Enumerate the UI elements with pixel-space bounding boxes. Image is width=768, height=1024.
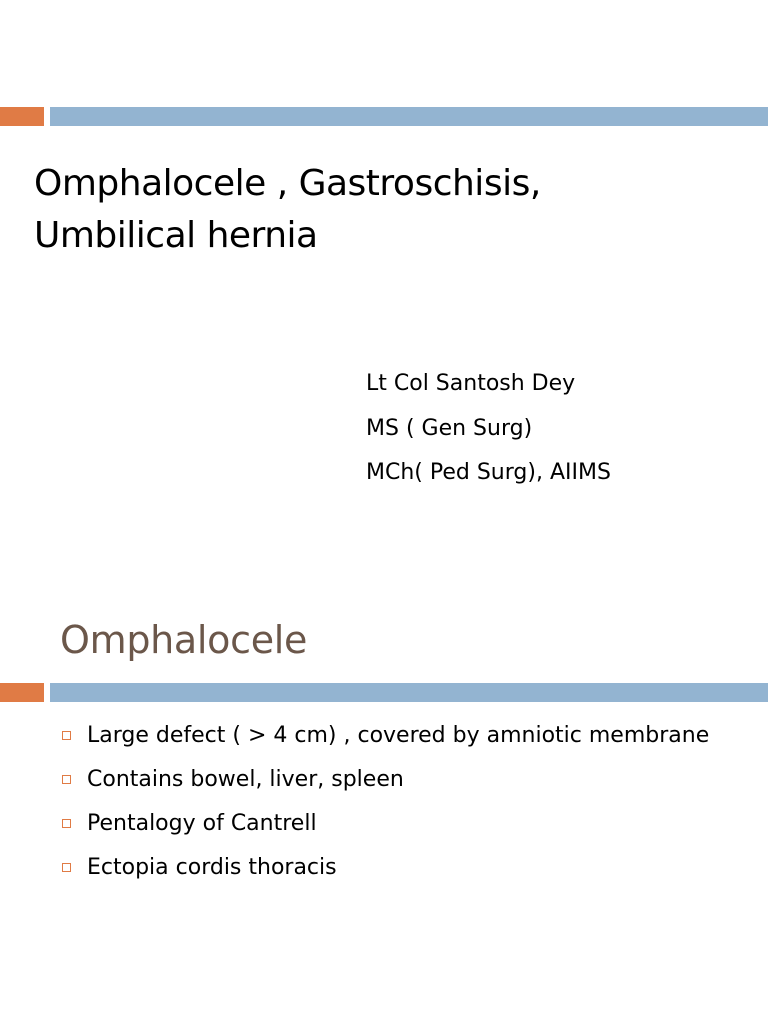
slide-title: Omphalocele [60, 618, 308, 662]
bullet-text: Pentalogy of Cantrell [87, 811, 317, 836]
list-item [62, 850, 742, 886]
slide-title-line: Umbilical hernia [34, 215, 318, 256]
accent-bar-blue [50, 683, 768, 702]
presenter-degree: MCh( Ped Surg), AIIMS [366, 460, 611, 485]
bullet-text: Ectopia cordis thoracis [87, 855, 337, 880]
presenter-name: Lt Col Santosh Dey [366, 371, 576, 396]
square-bullet-icon [62, 819, 71, 828]
slide-2 [0, 512, 768, 1024]
bullet-text: Large defect ( > 4 cm) , covered by amniotic membrane [87, 723, 710, 748]
presenter-degree: MS ( Gen Surg) [366, 415, 533, 441]
square-bullet-icon [62, 731, 71, 740]
accent-bar-orange [0, 107, 44, 126]
list-item [62, 806, 742, 842]
accent-bar-blue [50, 107, 768, 126]
list-item [62, 718, 742, 754]
bullet-list [62, 718, 742, 894]
accent-bar-orange [0, 683, 44, 702]
square-bullet-icon [62, 775, 71, 784]
presenter-info [366, 362, 611, 496]
slide-title [34, 158, 734, 262]
square-bullet-icon [62, 863, 71, 872]
bullet-text: Contains bowel, liver, spleen [87, 767, 404, 792]
list-item [62, 762, 742, 798]
slide-title-line: Omphalocele , Gastroschisis, [34, 163, 541, 204]
